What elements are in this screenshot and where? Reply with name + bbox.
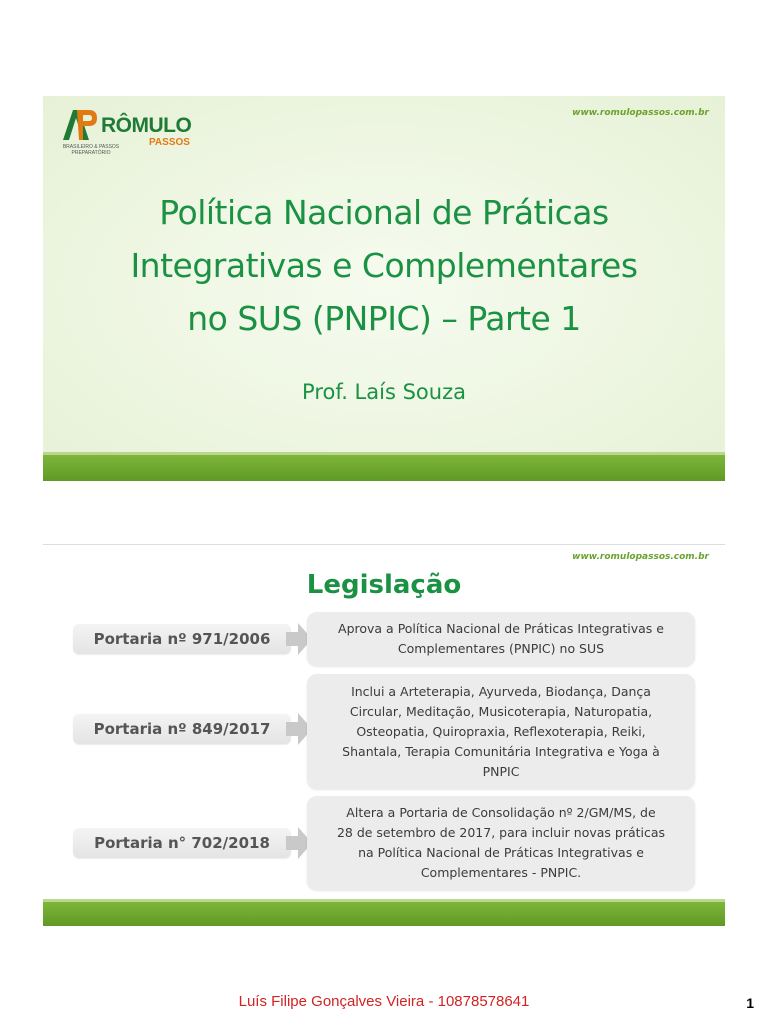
slide-title — [43, 96, 725, 481]
title-line: Integrativas e Complementares — [130, 246, 638, 285]
romulo-passos-logo — [61, 106, 211, 154]
slide-legislation — [43, 544, 725, 926]
logo-sub: PASSOS — [149, 137, 190, 148]
section-title: Legislação — [306, 570, 462, 600]
website-url: www.romulopassos.com.br — [572, 552, 709, 562]
title-line: no SUS (PNPIC) – Parte 1 — [187, 299, 581, 338]
description-line: Osteopatia, Quiropraxia, Reflexoterapia, Reiki, — [356, 723, 646, 739]
description-line: Circular, Meditação, Musicoterapia, Naturopatia, — [349, 703, 653, 719]
portaria-label: Portaria n° 702/2018 — [73, 828, 291, 858]
description-line: Complementares (PNPIC) no SUS — [397, 641, 605, 656]
legislation-row — [73, 796, 695, 892]
description-line: Shantala, Terapia Comunitária Integrativa e Yoga à — [342, 743, 660, 759]
page-number: 1 — [746, 995, 754, 1011]
description-line: na Política Nacional de Práticas Integrativas e — [358, 845, 644, 860]
legislation-row — [73, 674, 695, 790]
footer-bar — [43, 455, 725, 481]
logo-tagline: BRASILEIRO & PASSOS PREPARATÓRIO — [62, 144, 120, 156]
portaria-description — [307, 674, 695, 789]
description-line: Inclui a Arteterapia, Ayurveda, Biodança, Dança — [351, 683, 651, 699]
title-line: Política Nacional de Práticas — [159, 193, 609, 232]
description-line: Complementares - PNPIC. — [420, 865, 582, 880]
description-line: 28 de setembro de 2017, para incluir novas práticas — [336, 825, 666, 840]
portaria-label: Portaria nº 971/2006 — [73, 624, 291, 654]
legislation-row — [73, 612, 695, 668]
author-name: Prof. Laís Souza — [302, 380, 466, 404]
logo-mark-icon — [61, 106, 99, 142]
website-url: www.romulopassos.com.br — [572, 108, 709, 118]
footer-bar — [43, 902, 725, 926]
document-owner-watermark: Luís Filipe Gonçalves Vieira - 10878578641 — [238, 993, 530, 1010]
portaria-label: Portaria nº 849/2017 — [73, 714, 291, 744]
portaria-description — [307, 796, 695, 890]
presentation-title — [43, 186, 725, 345]
logo-name: RÔMULO — [101, 114, 192, 137]
portaria-description — [307, 612, 695, 666]
description-line: PNPIC — [482, 763, 520, 779]
description-line: Aprova a Política Nacional de Práticas Integrativas e — [338, 621, 664, 636]
slide-top-border — [43, 544, 725, 545]
description-line: Altera a Portaria de Consolidação nº 2/GM/MS, de — [346, 805, 656, 820]
